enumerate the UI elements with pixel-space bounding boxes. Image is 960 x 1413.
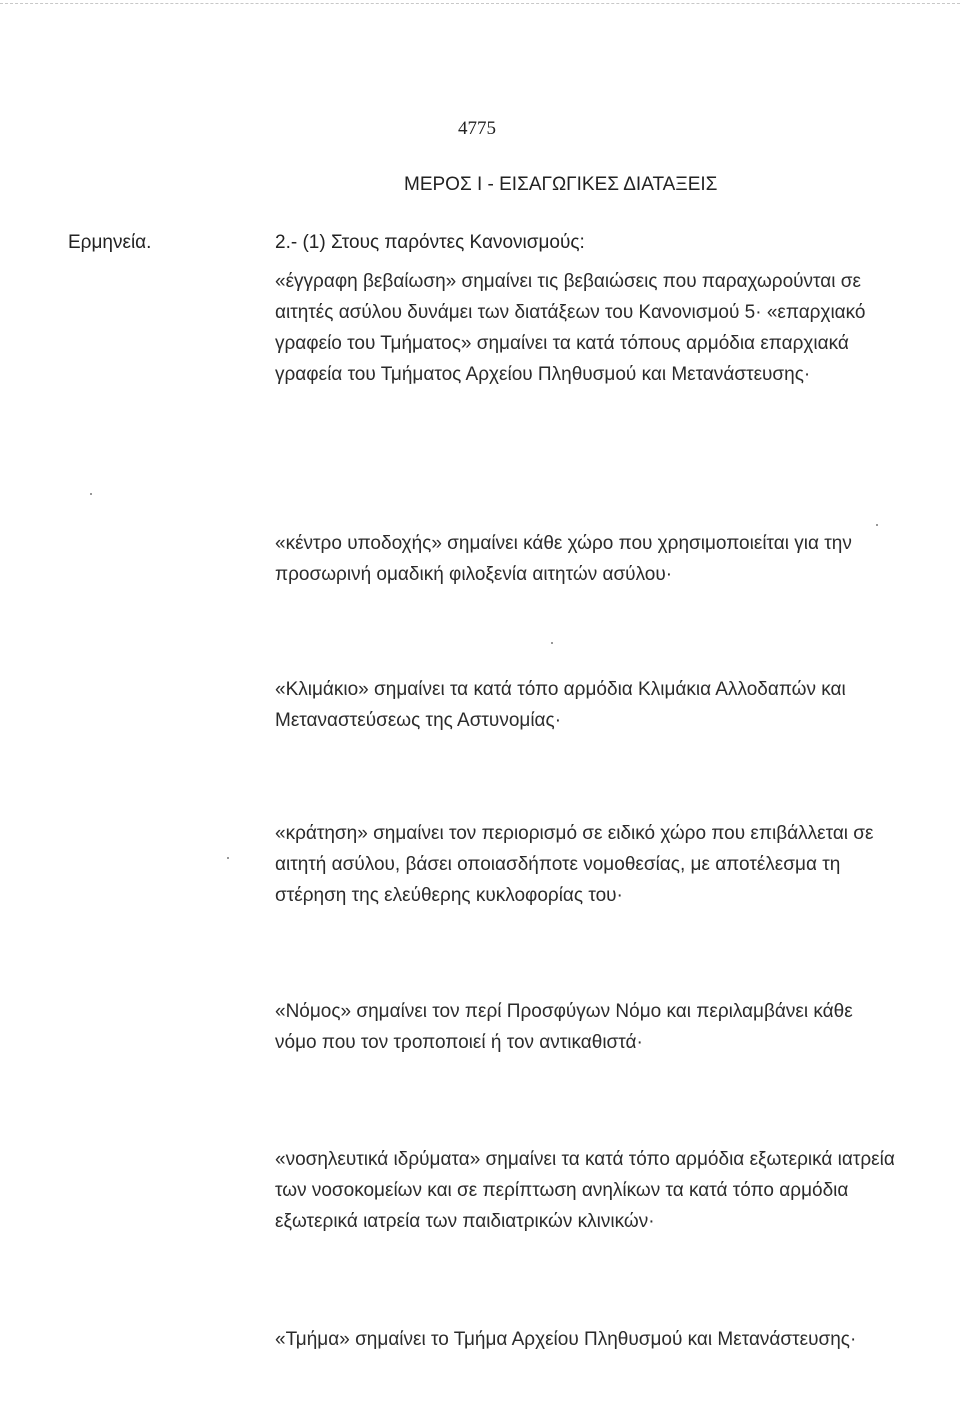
scan-edge-line <box>0 3 960 4</box>
definition-reception-centre: «κέντρο υποδοχής» σημαίνει κάθε χώρο που χρησιμοποιείται για την προσωρινή ομαδική φιλοξενία αιτητών ασύλου· <box>275 533 852 585</box>
definition-law: «Νόμος» σημαίνει τον περί Προσφύγων Νόμο και περιλαμβάνει κάθε νόμο που τον τροποποιεί ή τον αντικαθιστά· <box>275 1001 853 1053</box>
scan-speck <box>876 524 878 526</box>
part-heading: ΜΕΡΟΣ Ι - ΕΙΣΑΓΩΓΙΚΕΣ ΔΙΑΤΑΞΕΙΣ <box>404 174 718 195</box>
definition-detention: «κράτηση» σημαίνει τον περιορισμό σε ειδικό χώρο που επιβάλλεται σε αιτητή ασύλου, βάσει οποιασδήποτε νομοθεσίας, με αποτέλεσμα τη στέρηση της ελεύθερης κυκλοφορίας του· <box>275 823 874 906</box>
definition-police-unit: «Κλιμάκιο» σημαίνει τα κατά τόπο αρμόδια Κλιμάκια Αλλοδαπών και Μεταναστεύσεως της Αστυνομίας· <box>275 679 846 731</box>
scan-speck <box>227 857 229 859</box>
margin-note: Ερμηνεία. <box>68 232 152 253</box>
section-intro: 2.- (1) Στους παρόντες Κανονισμούς: <box>275 232 585 253</box>
page-number: 4775 <box>458 118 496 139</box>
definition-written-certificate: «έγγραφη βεβαίωση» σημαίνει τις βεβαιώσεις που παραχωρούνται σε αιτητές ασύλου δυνάμει των διατάξεων του Κανονισμού 5· «επαρχιακό γραφείο του Τμήματος» σημαίνει τα κατά τόπους αρμόδια επαρχιακά γραφεία του Τμήματος Αρχείου Πληθυσμού και Μετανάστευσης· <box>275 271 866 385</box>
definition-department: «Τμήμα» σημαίνει το Τμήμα Αρχείου Πληθυσμού και Μετανάστευσης· <box>275 1329 857 1350</box>
scan-speck <box>551 642 553 644</box>
definition-medical-institutions: «νοσηλευτικά ιδρύματα» σημαίνει τα κατά τόπο αρμόδια εξωτερικά ιατρεία των νοσοκομείων και σε περίπτωση ανηλίκων τα κατά τόπο αρμόδια εξωτερικά ιατρεία των παιδιατρικών κλινικών· <box>275 1149 895 1232</box>
scan-speck <box>90 493 92 495</box>
